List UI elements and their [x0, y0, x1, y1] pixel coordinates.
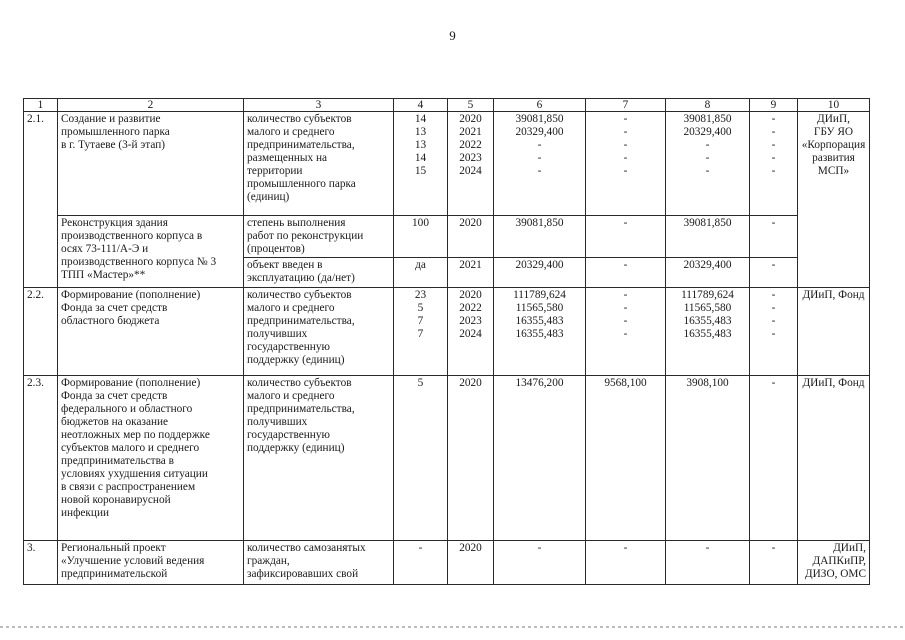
funding-total: 13476,200	[494, 376, 586, 541]
funding-regional: 39081,850	[666, 216, 750, 258]
funding-regional: -	[666, 541, 750, 585]
column-number: 1	[24, 99, 58, 112]
table-row	[24, 288, 870, 376]
funding-regional: 39081,850 20329,400 - - -	[666, 112, 750, 216]
executor: ДИиП, Фонд	[798, 288, 870, 376]
funding-total: 39081,850 20329,400 - - -	[494, 112, 586, 216]
year: 2020	[448, 541, 494, 585]
year: 2020	[448, 376, 494, 541]
table-row	[24, 376, 870, 541]
funding-federal: -	[586, 216, 666, 258]
item-number: 2.1.	[24, 112, 58, 288]
column-number: 4	[394, 99, 448, 112]
column-number: 5	[448, 99, 494, 112]
indicator-name: количество самозанятых граждан, зафиксировавших свой	[244, 541, 394, 585]
indicator-name: объект введен в эксплуатацию (да/нет)	[244, 258, 394, 288]
year: 2021	[448, 258, 494, 288]
scan-edge-line	[0, 626, 905, 628]
item-name: Региональный проект «Улучшение условий ведения предпринимательской	[58, 541, 244, 585]
indicator-value: 100	[394, 216, 448, 258]
funding-total: 111789,624 11565,580 16355,483 16355,483	[494, 288, 586, 376]
funding-federal: -	[586, 258, 666, 288]
column-number: 8	[666, 99, 750, 112]
column-number: 3	[244, 99, 394, 112]
year: 2020	[448, 216, 494, 258]
item-name: Реконструкция здания производственного корпуса в осях 73-111/А-Э и производственного корпуса № 3 ТПП «Мастер»**	[58, 216, 244, 288]
indicator-value: да	[394, 258, 448, 288]
funding-regional: 3908,100	[666, 376, 750, 541]
item-name: Создание и развитие промышленного парка в г. Тутаеве (3-й этап)	[58, 112, 244, 216]
year: 2020 2022 2023 2024	[448, 288, 494, 376]
executor: ДИиП, ДАПКиПР, ДИЗО, ОМС	[798, 541, 870, 585]
table-row	[24, 112, 870, 216]
column-number: 10	[798, 99, 870, 112]
funding-regional: 111789,624 11565,580 16355,483 16355,483	[666, 288, 750, 376]
year: 2020 2021 2022 2023 2024	[448, 112, 494, 216]
indicator-value: 5	[394, 376, 448, 541]
indicator-name: степень выполнения работ по реконструкции (процентов)	[244, 216, 394, 258]
funding-local: -	[750, 258, 798, 288]
funding-local: -	[750, 216, 798, 258]
indicator-value: 23 5 7 7	[394, 288, 448, 376]
indicator-name: количество субъектов малого и среднего предпринимательства, размещенных на территории промышленного парка (единиц)	[244, 112, 394, 216]
column-number: 6	[494, 99, 586, 112]
executor: ДИиП, ГБУ ЯО «Корпорация развития МСП»	[798, 112, 870, 288]
column-number: 7	[586, 99, 666, 112]
funding-total: -	[494, 541, 586, 585]
program-table	[23, 98, 870, 585]
executor: ДИиП, Фонд	[798, 376, 870, 541]
item-name: Формирование (пополнение) Фонда за счет средств федерального и областного бюджетов на оказание неотложных мер по поддержке субъектов малого и среднего предпринимательства в условиях ухудшения ситуации в связи с распространением новой коронавирусной инфекции	[58, 376, 244, 541]
item-number: 2.2.	[24, 288, 58, 376]
table-row	[24, 216, 870, 258]
table-row	[24, 541, 870, 585]
indicator-name: количество субъектов малого и среднего предпринимательства, получивших государственную поддержку (единиц)	[244, 376, 394, 541]
page-number: 9	[449, 28, 456, 43]
column-number: 2	[58, 99, 244, 112]
indicator-name: количество субъектов малого и среднего предпринимательства, получивших государственную поддержку (единиц)	[244, 288, 394, 376]
funding-federal: - - - - -	[586, 112, 666, 216]
funding-total: 20329,400	[494, 258, 586, 288]
column-number: 9	[750, 99, 798, 112]
funding-federal: 9568,100	[586, 376, 666, 541]
funding-local: -	[750, 541, 798, 585]
funding-federal: - - - -	[586, 288, 666, 376]
funding-regional: 20329,400	[666, 258, 750, 288]
indicator-value: -	[394, 541, 448, 585]
funding-total: 39081,850	[494, 216, 586, 258]
indicator-value: 14 13 13 14 15	[394, 112, 448, 216]
column-number-row	[24, 99, 870, 112]
funding-federal: -	[586, 541, 666, 585]
funding-local: -	[750, 376, 798, 541]
item-number: 2.3.	[24, 376, 58, 541]
funding-local: - - - -	[750, 288, 798, 376]
item-name: Формирование (пополнение) Фонда за счет средств областного бюджета	[58, 288, 244, 376]
funding-local: - - - - -	[750, 112, 798, 216]
item-number: 3.	[24, 541, 58, 585]
